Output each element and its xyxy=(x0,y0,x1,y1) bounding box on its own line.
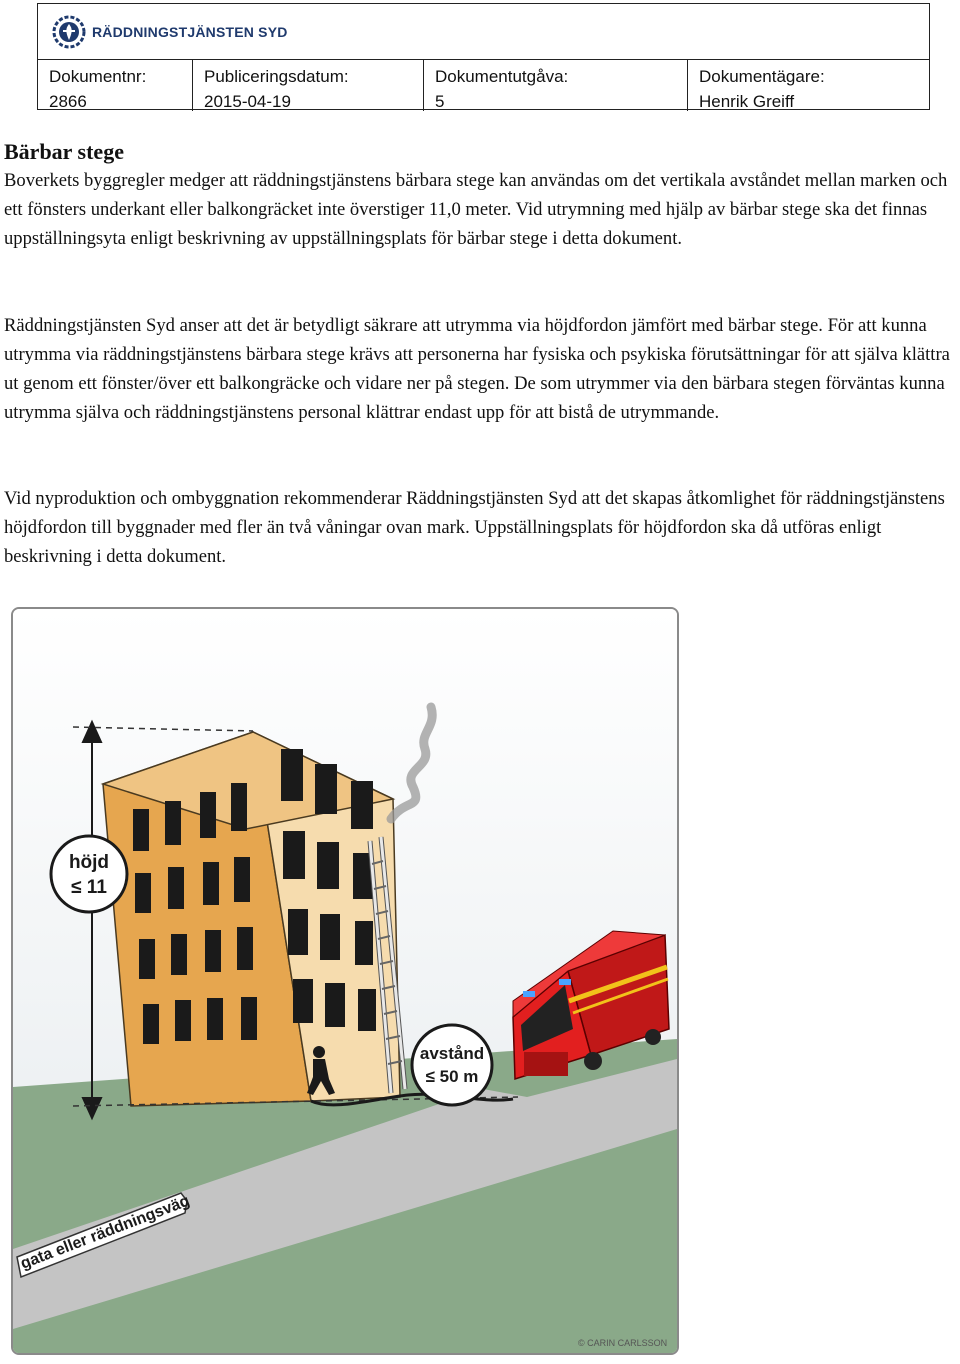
field-label: Dokumentutgåva: xyxy=(435,67,569,86)
document-edition-cell xyxy=(424,60,688,111)
paragraph: Vid nyproduktion och ombyggnation rekommenderar Räddningstjänsten Syd att det skapas åtkomlighet för räddningstjänstens höjdfordon till byggnader med fler än två våningar ovan mark. Uppställningsplats för höjdfordon ska då utföras enligt beskrivning i detta dokument. xyxy=(4,488,945,567)
metadata-row xyxy=(38,60,929,111)
distance-label: avstånd xyxy=(419,1044,485,1063)
height-label: höjd xyxy=(68,852,110,873)
section-title: Bärbar stege xyxy=(4,139,124,164)
document-owner-cell xyxy=(688,60,929,111)
field-label: Publiceringsdatum: xyxy=(204,67,349,86)
logo-text: RÄDDNINGSTJÄNSTEN SYD xyxy=(92,24,288,40)
header-logo-row xyxy=(38,4,929,60)
document-header xyxy=(37,3,930,110)
field-value: 2015-04-19 xyxy=(204,92,291,111)
copyright-credit: © CARIN CARLSSON xyxy=(578,1338,668,1348)
paragraph: Räddningstjänsten Syd anser att det är betydligt säkrare att utrymma via höjdfordon jämfört med bärbar stege. För att kunna utrymma via räddningstjänstens bärbara stege krävs att personerna har fysiska och psykiska förutsättningar för att själva klättra ut genom ett fönster/över ett balkongräcke och vidare ner på stegen. De som utrymmer via den bärbara stegen förväntas kunna utrymma själva och räddningstjänstens personal klättrar endast upp för att bistå de utrymmande. xyxy=(4,315,950,423)
emblem-icon xyxy=(52,15,86,49)
field-value: 2866 xyxy=(49,92,87,111)
field-label: Dokumentägare: xyxy=(699,67,825,86)
paragraph: Boverkets byggregler medger att räddningstjänstens bärbara stege kan användas om det vertikala avståndet mellan marken och ett fönsters underkant eller balkongräcket inte överstiger 11,0 meter. Vid utrymning med hjälp av bärbar stege ska det finnas uppställningsyta enligt beskrivning av uppställningsplats för bärbar stege i detta dokument. xyxy=(4,170,948,249)
field-value: 5 xyxy=(435,92,445,111)
ladder-rescue-illustration xyxy=(11,607,679,1355)
document-number-cell xyxy=(38,60,193,111)
height-value: ≤ 11 xyxy=(71,877,107,898)
field-label: Dokumentnr: xyxy=(49,67,147,86)
illustration-canvas xyxy=(13,609,677,1353)
distance-badge xyxy=(412,1025,492,1105)
publication-date-cell xyxy=(193,60,424,111)
field-value: Henrik Greiff xyxy=(699,92,795,111)
organization-logo xyxy=(52,15,288,49)
height-badge xyxy=(51,836,127,912)
distance-value: ≤ 50 m xyxy=(425,1067,479,1086)
road-label: gata eller räddningsväg xyxy=(18,1192,193,1273)
